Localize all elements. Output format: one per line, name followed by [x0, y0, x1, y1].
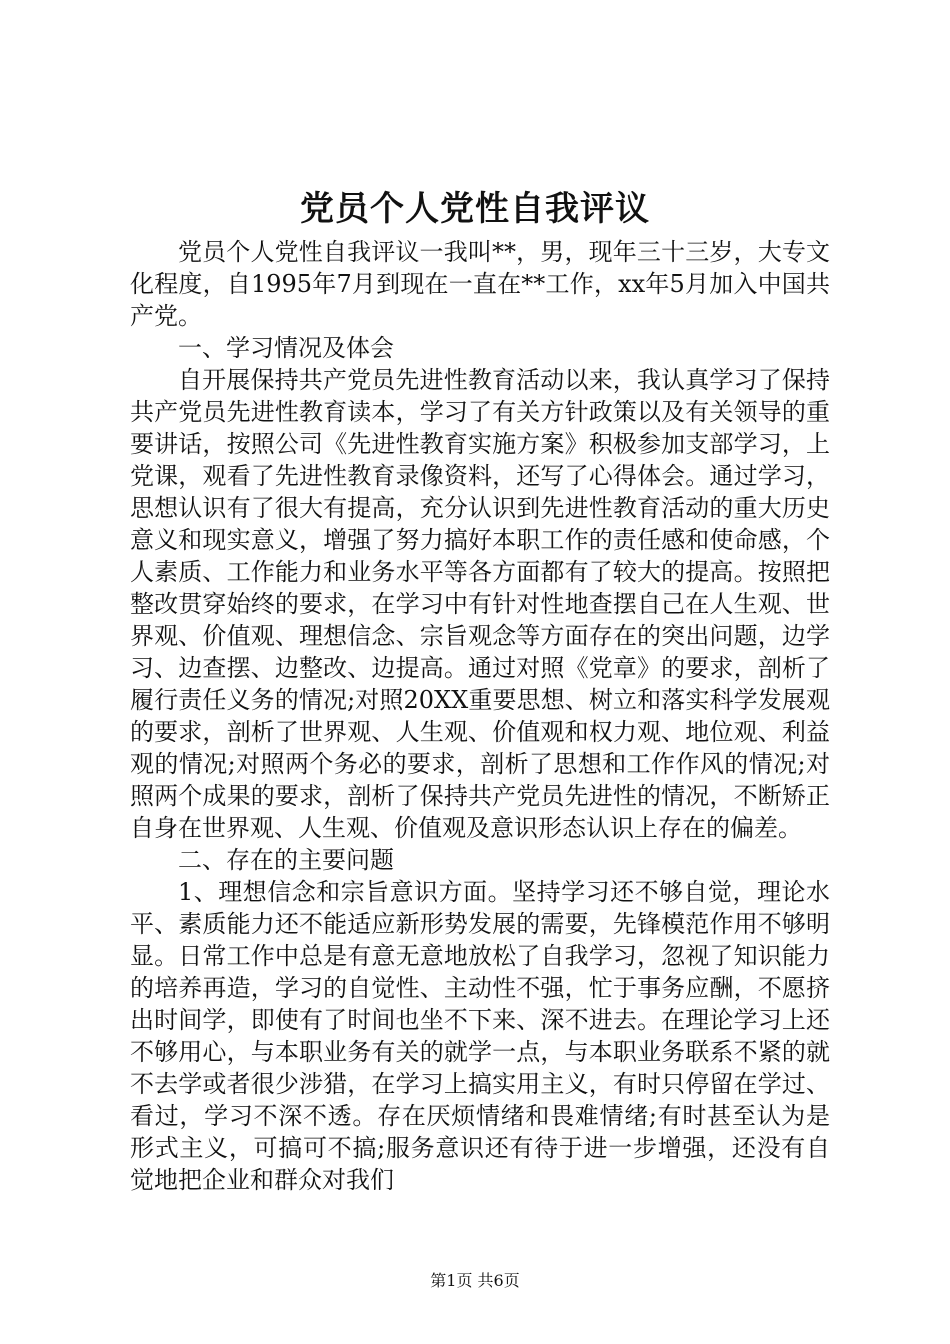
document-title: 党员个人党性自我评议 — [300, 189, 650, 229]
paragraph-problems: 1、理想信念和宗旨意识方面。坚持学习还不够自觉，理论水平、素质能力还不能适应新形势发展的需要，先锋模范作用不够明显。日常工作中总是有意无意地放松了自我学习，忽视了知识能力的培养再造，学习的自觉性、主动性不强，忙于事务应酬，不愿挤出时间学，即使有了时间也坐不下来、深不进去。在理论学习上还不够用心，与本职业务有关的就学一点，与本职业务联系不紧的就不去学或者很少涉猎，在学习上搞实用主义，有时只停留在学过、看过，学习不深不透。存在厌烦情绪和畏难情绪;有时甚至认为是形式主义，可搞可不搞;服务意识还有待于进一步增强，还没有自觉地把企业和群众对我们 — [130, 878, 830, 1194]
section-heading-study: 一、学习情况及体会 — [178, 334, 394, 362]
section-heading-problems: 二、存在的主要问题 — [178, 846, 394, 874]
paragraph-intro: 党员个人党性自我评议一我叫**，男，现年三十三岁，大专文化程度，自1995年7月到现在一直在**工作，xx年5月加入中国共产党。 — [130, 238, 830, 330]
paragraph-study: 自开展保持共产党员先进性教育活动以来，我认真学习了保持共产党员先进性教育读本，学习了有关方针政策以及有关领导的重要讲话，按照公司《先进性教育实施方案》积极参加支部学习，上党课，观看了先进性教育录像资料，还写了心得体会。通过学习，思想认识有了很大有提高，充分认识到先进性教育活动的重大历史意义和现实意义，增强了努力搞好本职工作的责任感和使命感，个人素质、工作能力和业务水平等各方面都有了较大的提高。按照把整改贯穿始终的要求，在学习中有针对性地查摆自己在人生观、世界观、价值观、理想信念、宗旨观念等方面存在的突出问题，边学习、边查摆、边整改、边提高。通过对照《党章》的要求，剖析了履行责任义务的情况;对照20XX重要思想、树立和落实科学发展观的要求，剖析了世界观、人生观、价值观和权力观、地位观、利益观的情况;对照两个务必的要求，剖析了思想和工作作风的情况;对照两个成果的要求，剖析了保持共产党员先进性的情况，不断矫正自身在世界观、人生观、价值观及意识形态认识上存在的偏差。 — [130, 366, 830, 842]
document-body — [130, 236, 830, 1196]
page-footer: 第1页 共6页 — [430, 1271, 520, 1290]
